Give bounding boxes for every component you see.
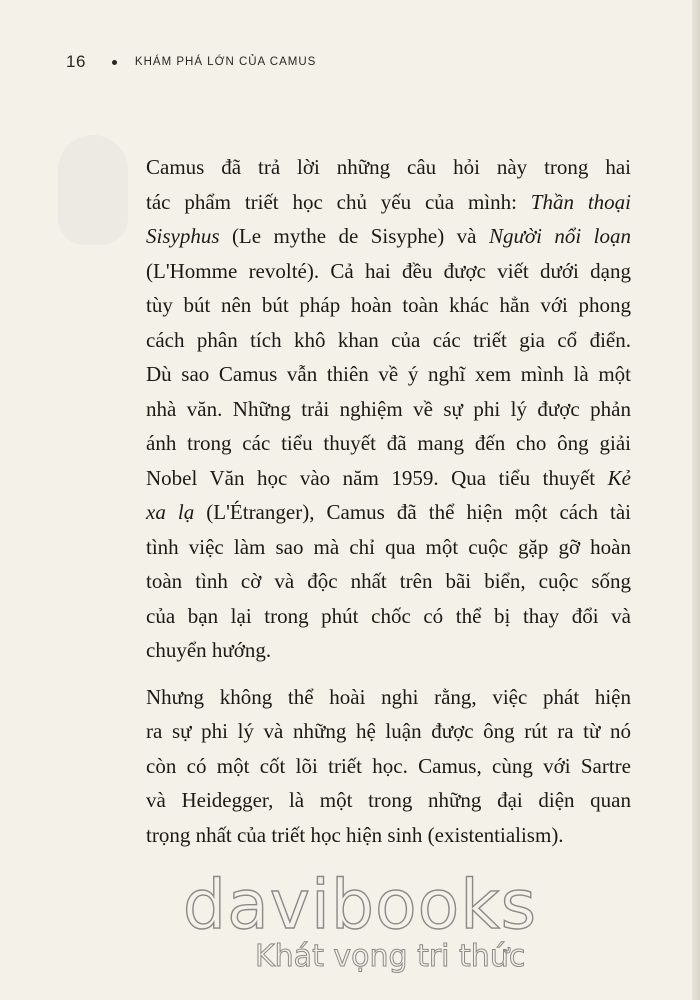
text-span: (Le mythe de Sisyphe) và [219, 224, 489, 248]
book-title-italic: Người nổi loạn [488, 224, 631, 248]
text-line: ánh trong các tiểu thuyết đã mang đến cho ông giải [146, 431, 631, 455]
running-title: KHÁM PHÁ LỚN CỦA CAMUS [134, 56, 317, 68]
text-line [146, 185, 631, 220]
page-number: 16 [66, 52, 86, 71]
text-line: và Heidegger, là một trong những đại diện quan [146, 788, 631, 812]
text-span: tác phẩm triết học chủ yếu của mình: [146, 189, 531, 214]
text-line: Nhưng không thể hoài nghi rằng, việc phát hiện [146, 684, 631, 709]
body-text [146, 150, 631, 852]
header-bullet-icon [112, 60, 117, 65]
text-line [146, 495, 631, 530]
text-line: Camus đã trả lời những câu hỏi này trong hai [146, 155, 631, 179]
text-line: tùy bút nên bút pháp hoàn toàn khác hẳn với phong [146, 293, 631, 317]
text-line [146, 461, 631, 496]
text-line [146, 219, 631, 254]
paragraph-1 [146, 150, 631, 668]
watermark-brand: davibooks [182, 866, 538, 945]
page-edge [692, 0, 700, 1000]
book-title-italic: Thần thoại [530, 189, 631, 214]
page-header [66, 50, 316, 74]
text-line: tình việc làm sao mà chỉ qua một cuộc gặp gỡ hoàn [146, 534, 631, 559]
watermark-tagline: Khát vọng tri thức [255, 939, 526, 974]
text-line: cách phân tích khô khan của các triết gia cổ điển. [146, 327, 631, 352]
book-title-italic: Sisyphus [146, 224, 220, 248]
text-line: của bạn lại trong phút chốc có thể bị thay đổi và [146, 603, 631, 628]
text-line: nhà văn. Những trải nghiệm về sự phi lý được phản [146, 396, 631, 421]
book-title-italic: xa lạ [146, 500, 195, 524]
text-span: Nobel Văn học vào năm 1959. Qua tiểu thuyết [146, 465, 608, 490]
text-line: còn có một cốt lõi triết học. Camus, cùng với Sartre [146, 753, 631, 778]
text-span: (L'Étranger), Camus đã thể hiện một cách tài [194, 500, 632, 524]
watermark [160, 868, 560, 974]
book-title-italic: Kẻ [607, 465, 631, 490]
show-through-shape [58, 135, 128, 245]
text-line: ra sự phi lý và những hệ luận được ông rút ra từ nó [146, 719, 631, 743]
text-line: Dù sao Camus vẫn thiên về ý nghĩ xem mình là một [146, 362, 631, 386]
text-line: trọng nhất của triết học hiện sinh (existentialism). [146, 822, 564, 847]
text-line: chuyển hướng. [146, 638, 272, 662]
paragraph-2 [146, 680, 631, 853]
text-line: toàn tình cờ và độc nhất trên bãi biển, cuộc sống [146, 569, 631, 593]
text-line: (L'Homme revolté). Cả hai đều được viết dưới dạng [146, 258, 631, 283]
